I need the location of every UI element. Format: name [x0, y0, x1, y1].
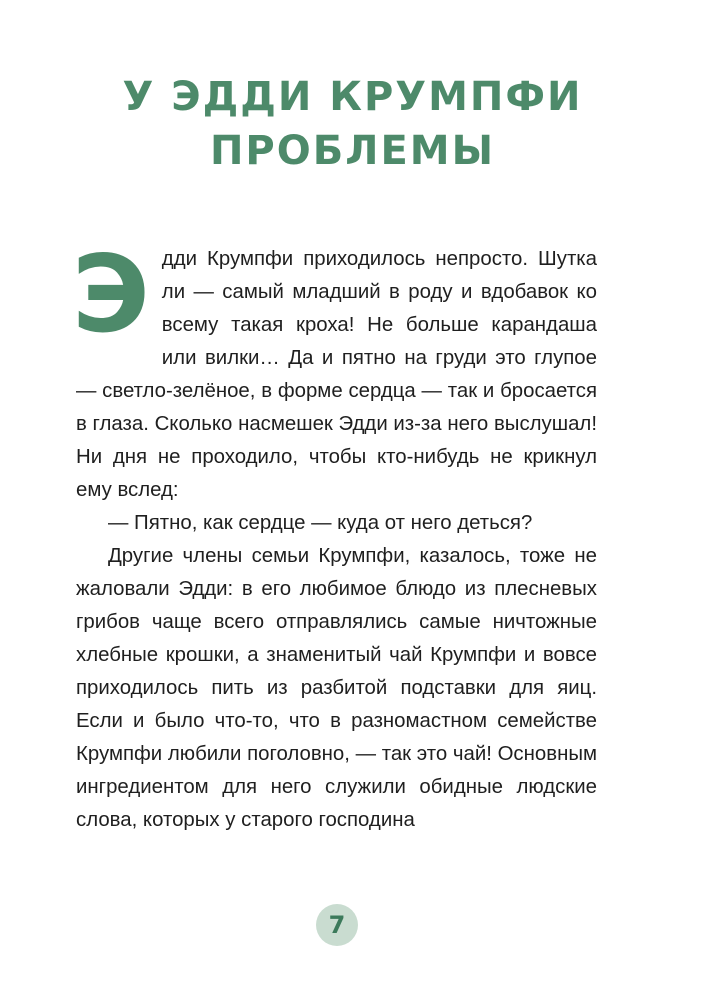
page-number: 7: [328, 911, 346, 939]
drop-cap: Э: [72, 233, 150, 356]
paragraph-1-text: дди Крумпфи приходилось непросто. Шутка ли — самый младший в роду и вдобавок ко всему такая кроха! Не больше карандаша или вилки… Да и пятно на груди это глупое — светло-зелёное, в форме сердца — так и бросается в глаза. Сколько насмешек Эдди из-за него выслушал! Ни дня не проходило, чтобы кто-нибудь не крикнул ему вслед:: [76, 248, 597, 501]
chapter-title-line-1: У ЭДДИ КРУМПФИ: [122, 74, 583, 120]
page-number-badge: [316, 904, 358, 946]
chapter-body: [72, 233, 597, 837]
chapter-title: [0, 70, 705, 178]
paragraph-2: Другие члены семьи Крумпфи, казалось, тоже не жаловали Эдди: в его любимое блюдо из плесневых грибов чаще всего отправлялись самые ничтожные хлебные крошки, а знаменитый чай Крумпфи и вовсе приходилось пить из разбитой подставки для яиц. Если и было что-то, что в разномастном семействе Крумпфи любили поголовно, — так это чай! Основным ингредиентом для него служили обидные людские слова, которых у старого господина: [76, 545, 597, 831]
dialogue-line: — Пятно, как сердце — куда от него деться?: [108, 512, 533, 534]
chapter-title-line-2: ПРОБЛЕМЫ: [209, 128, 496, 174]
paragraph-1: [72, 233, 597, 507]
